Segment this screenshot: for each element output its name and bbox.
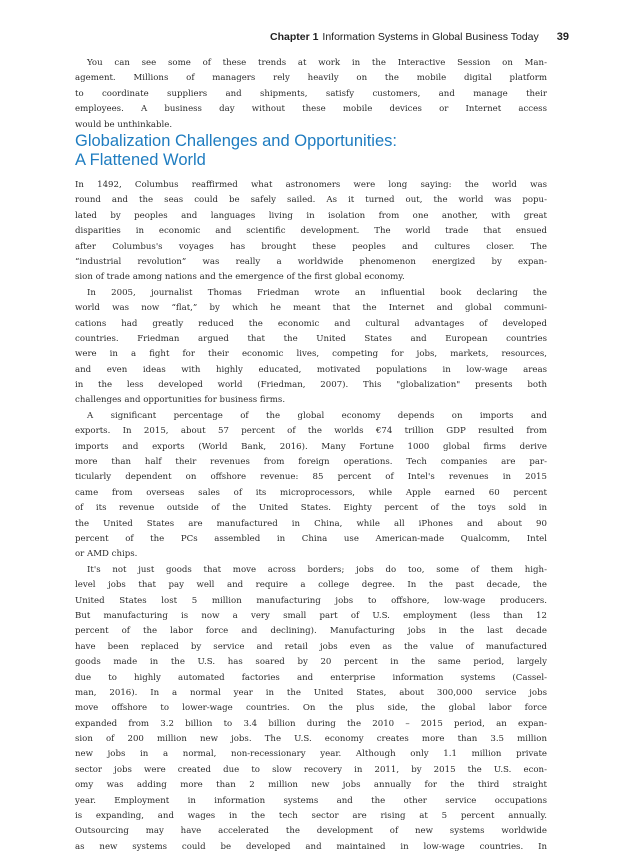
intro-paragraph [75, 56, 547, 133]
text-line: sector jobs were created due to slow recovery in 2011, by 2015 the U.S. econ- [75, 764, 547, 775]
text-line: percent of the PCs assembled in China use American-made Qualcomm, Intel [75, 533, 547, 544]
text-line: “industrial revolution” was really a worldwide phenomenon energized by expan- [75, 256, 547, 267]
running-head [270, 31, 569, 47]
section-heading-line-1: Globalization Challenges and Opportunities: [75, 132, 397, 150]
text-line: imports and exports (World Bank, 2016). Many Fortune 1000 global firms derive [75, 441, 547, 452]
text-line: expanded from 3.2 billion to 3.4 billion during the 2010 – 2015 period, an expan- [75, 718, 547, 729]
text-line: or AMD chips. [75, 549, 138, 560]
text-line: agement. Millions of managers rely heavily on the mobile digital platform [75, 73, 547, 84]
text-line: But manufacturing is now a very small part of U.S. employment (less than 12 [75, 610, 547, 621]
text-line: in the less developed world (Friedman, 2007). This "globalization" presents both [75, 380, 547, 391]
text-line: It's not just goods that move across borders; jobs do too, some of them high- [87, 564, 547, 575]
text-line: round and the seas could be safely sailed. As it turned out, the world was popu- [75, 195, 547, 206]
text-line: lated by peoples and languages living in isolation from one another, with great [75, 210, 547, 221]
text-line: came from overseas sales of its microprocessors, while Apple earned 60 percent [75, 487, 547, 498]
text-line: and even ideas with highly educated, motivated populations in low-wage areas [75, 364, 547, 375]
text-line: In 1492, Columbus reaffirmed what astronomers were long saying: the world was [75, 180, 547, 190]
text-line: man, 2016). In a normal year in the United States, about 300,000 service jobs [75, 687, 547, 698]
text-line: were in a fight for their economic lives, competing for jobs, markets, resources, [75, 349, 547, 360]
text-line: percent of the labor force and declining). Manufacturing jobs in the last decade [75, 626, 547, 637]
text-line: A significant percentage of the global economy depends on imports and [87, 410, 547, 421]
text-line: more than half their revenues from foreign operations. Tech companies are par- [75, 457, 547, 468]
text-line: year. Employment in information systems and the other service occupations [75, 795, 547, 806]
text-line: goods made in the U.S. has soared by 20 percent in the same period, largely [75, 657, 547, 668]
text-line: to coordinate suppliers and shipments, satisfy customers, and manage their [75, 88, 547, 99]
text-line: would be unthinkable. [75, 119, 173, 130]
chapter-title: Information Systems in Global Business Today [322, 31, 539, 43]
text-line: employees. A business day without these mobile devices or Internet access [75, 104, 547, 115]
text-line: sion of trade among nations and the emergence of the first global economy. [75, 272, 405, 283]
text-line: countries. Friedman argued that the United States and European countries [75, 333, 547, 344]
text-line: new jobs in a normal, non-recessionary year. Although only 1.1 million private [75, 749, 547, 760]
text-line: In 2005, journalist Thomas Friedman wrote an influential book declaring the [87, 287, 547, 298]
text-line: Outsourcing may have accelerated the development of new systems worldwide [75, 826, 547, 837]
text-line: the United States are manufactured in China, while all iPhones and about 90 [75, 518, 547, 529]
text-line: exports. In 2015, about 57 percent of the worlds €74 trillion GDP resulted from [75, 426, 547, 437]
text-line: cations had greatly reduced the economic and cultural advantages of developed [75, 318, 547, 329]
page-number: 39 [556, 31, 569, 43]
text-line: of its revenue outside of the United States. Eighty percent of the toys sold in [75, 503, 547, 514]
text-line: have been replaced by service and retail jobs even as the value of manufactured [75, 641, 547, 652]
text-line: disparities in economic and scientific development. The world trade that ensued [75, 226, 547, 237]
text-line: United States lost 5 million manufacturing jobs to offshore, low-wage producers. [75, 595, 547, 606]
section-heading [75, 132, 547, 170]
text-line: You can see some of these trends at work in the Interactive Session on Man- [87, 58, 547, 68]
text-line: is expanding, and wages in the tech sector are rising at 5 percent annually. [75, 811, 547, 822]
text-line: omy was adding more than 2 million new jobs annually for the third straight [75, 780, 547, 791]
text-line: due to highly automated factories and enterprise information systems (Cassel- [75, 672, 547, 683]
text-line: ticularly dependent on offshore revenue: 85 percent of Intel's revenues in 2015 [75, 472, 547, 483]
text-line: as new systems could be developed and maintained in low-wage countries. In [75, 841, 547, 852]
text-line: after Columbus's voyages has brought these peoples and cultures closer. The [75, 241, 547, 252]
section-heading-line-2: A Flattened World [75, 151, 206, 169]
chapter-label: Chapter 1 [269, 31, 319, 43]
text-line: sion of 200 million new jobs. The U.S. economy creates more than 3.5 million [75, 734, 547, 745]
section-body [75, 178, 547, 855]
text-line: world was now “flat,” by which he meant that the Internet and global communi- [75, 303, 547, 314]
text-line: move offshore to lower-wage countries. On the plus side, the global labor force [75, 703, 547, 714]
text-line: level jobs that pay well and require a college degree. In the past decade, the [75, 580, 547, 591]
text-line: challenges and opportunities for business firms. [75, 395, 286, 406]
